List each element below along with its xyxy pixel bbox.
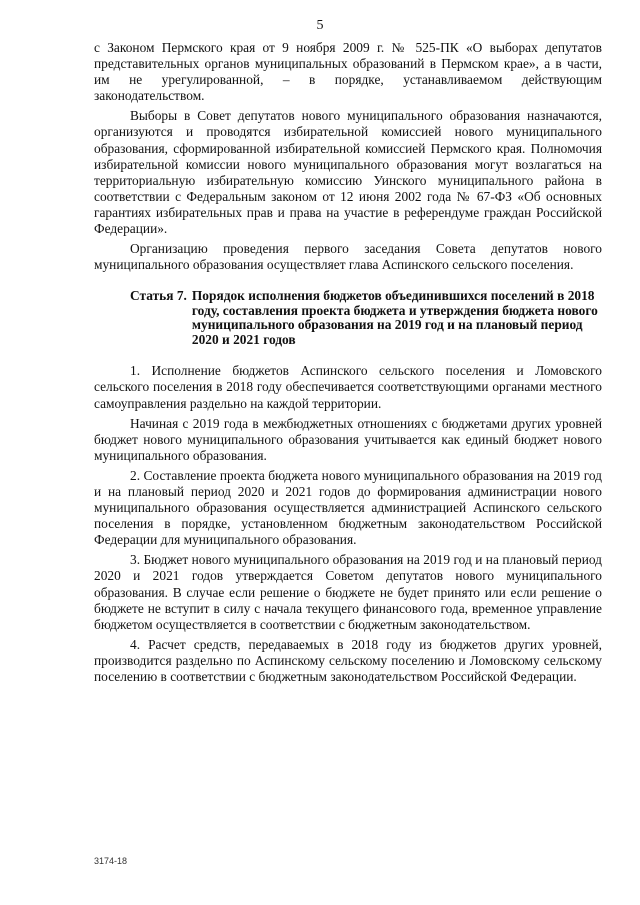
paragraph: 2. Составление проекта бюджета нового муниципального образования на 2019 год и на плановый период 2020 и 2021 годов до формирования администрации нового муниципального образования осуществляется администрацией Аспинского сельского поселения в порядке, установленном бюджетным законодательством Российской Федерации для муниципального образования. [94, 467, 602, 548]
paragraph: с Законом Пермского края от 9 ноября 2009 г. № 525-ПК «О выборах депутатов представительных органов муниципальных образований в Пермском крае», а в части, им не урегулированной, – в порядке, устанавливаемом действующим законодательством. [94, 40, 602, 104]
article-title: Порядок исполнения бюджетов объединившихся поселений в 2018 году, составления проекта бюджета и утверждения бюджета нового муниципального образования на 2019 год и на плановый период 2020 и 2021 годов [191, 288, 598, 347]
paragraph: Начиная с 2019 года в межбюджетных отношениях с бюджетами других уровней бюджет нового муниципального образования учитывается как единый бюджет нового муниципального образования. [94, 415, 602, 463]
page-number: 5 [316, 18, 324, 33]
paragraph: Организацию проведения первого заседания Совета депутатов нового муниципального образования осуществляет глава Аспинского сельского поселения. [94, 241, 602, 273]
article-heading [94, 289, 602, 347]
article-number: Статья 7. [130, 288, 187, 304]
document-body [94, 40, 602, 685]
paragraph: 3. Бюджет нового муниципального образования на 2019 год и на плановый период 2020 и 2021 годов утверждается Советом депутатов нового муниципального образования. В случае если решение о бюджете не будет принято или если решение о бюджете не вступит в силу с начала текущего финансового года, временное управление бюджетом осуществляется в соответствии с бюджетным законодательством. [94, 552, 602, 632]
document-code: 3174-18 [94, 856, 128, 866]
paragraph: Выборы в Совет депутатов нового муниципального образования назначаются, организуются и проводятся избирательной комиссией нового муниципального образования, сформированной избирательной комиссией Пермского края. Полномочия избирательной комиссии нового муниципального образования могут возлагаться на территориальную избирательную комиссию Уинского муниципального района в соответствии с Федеральным законом от 12 июня 2002 года № 67-ФЗ «Об основных гарантиях избирательных прав и права на участие в референдуме граждан Российской Федерации». [94, 108, 602, 237]
paragraph: 4. Расчет средств, передаваемых в 2018 году из бюджетов других уровней, производится раздельно по Аспинскому сельскому поселению и Ломовскому сельскому поселению в соответствии с бюджетным законодательством Российской Федерации. [94, 636, 602, 684]
paragraph: 1. Исполнение бюджетов Аспинского сельского поселения и Ломовского сельского поселения в 2018 году обеспечивается соответствующими органами местного самоуправления раздельно на каждой территории. [94, 363, 602, 411]
